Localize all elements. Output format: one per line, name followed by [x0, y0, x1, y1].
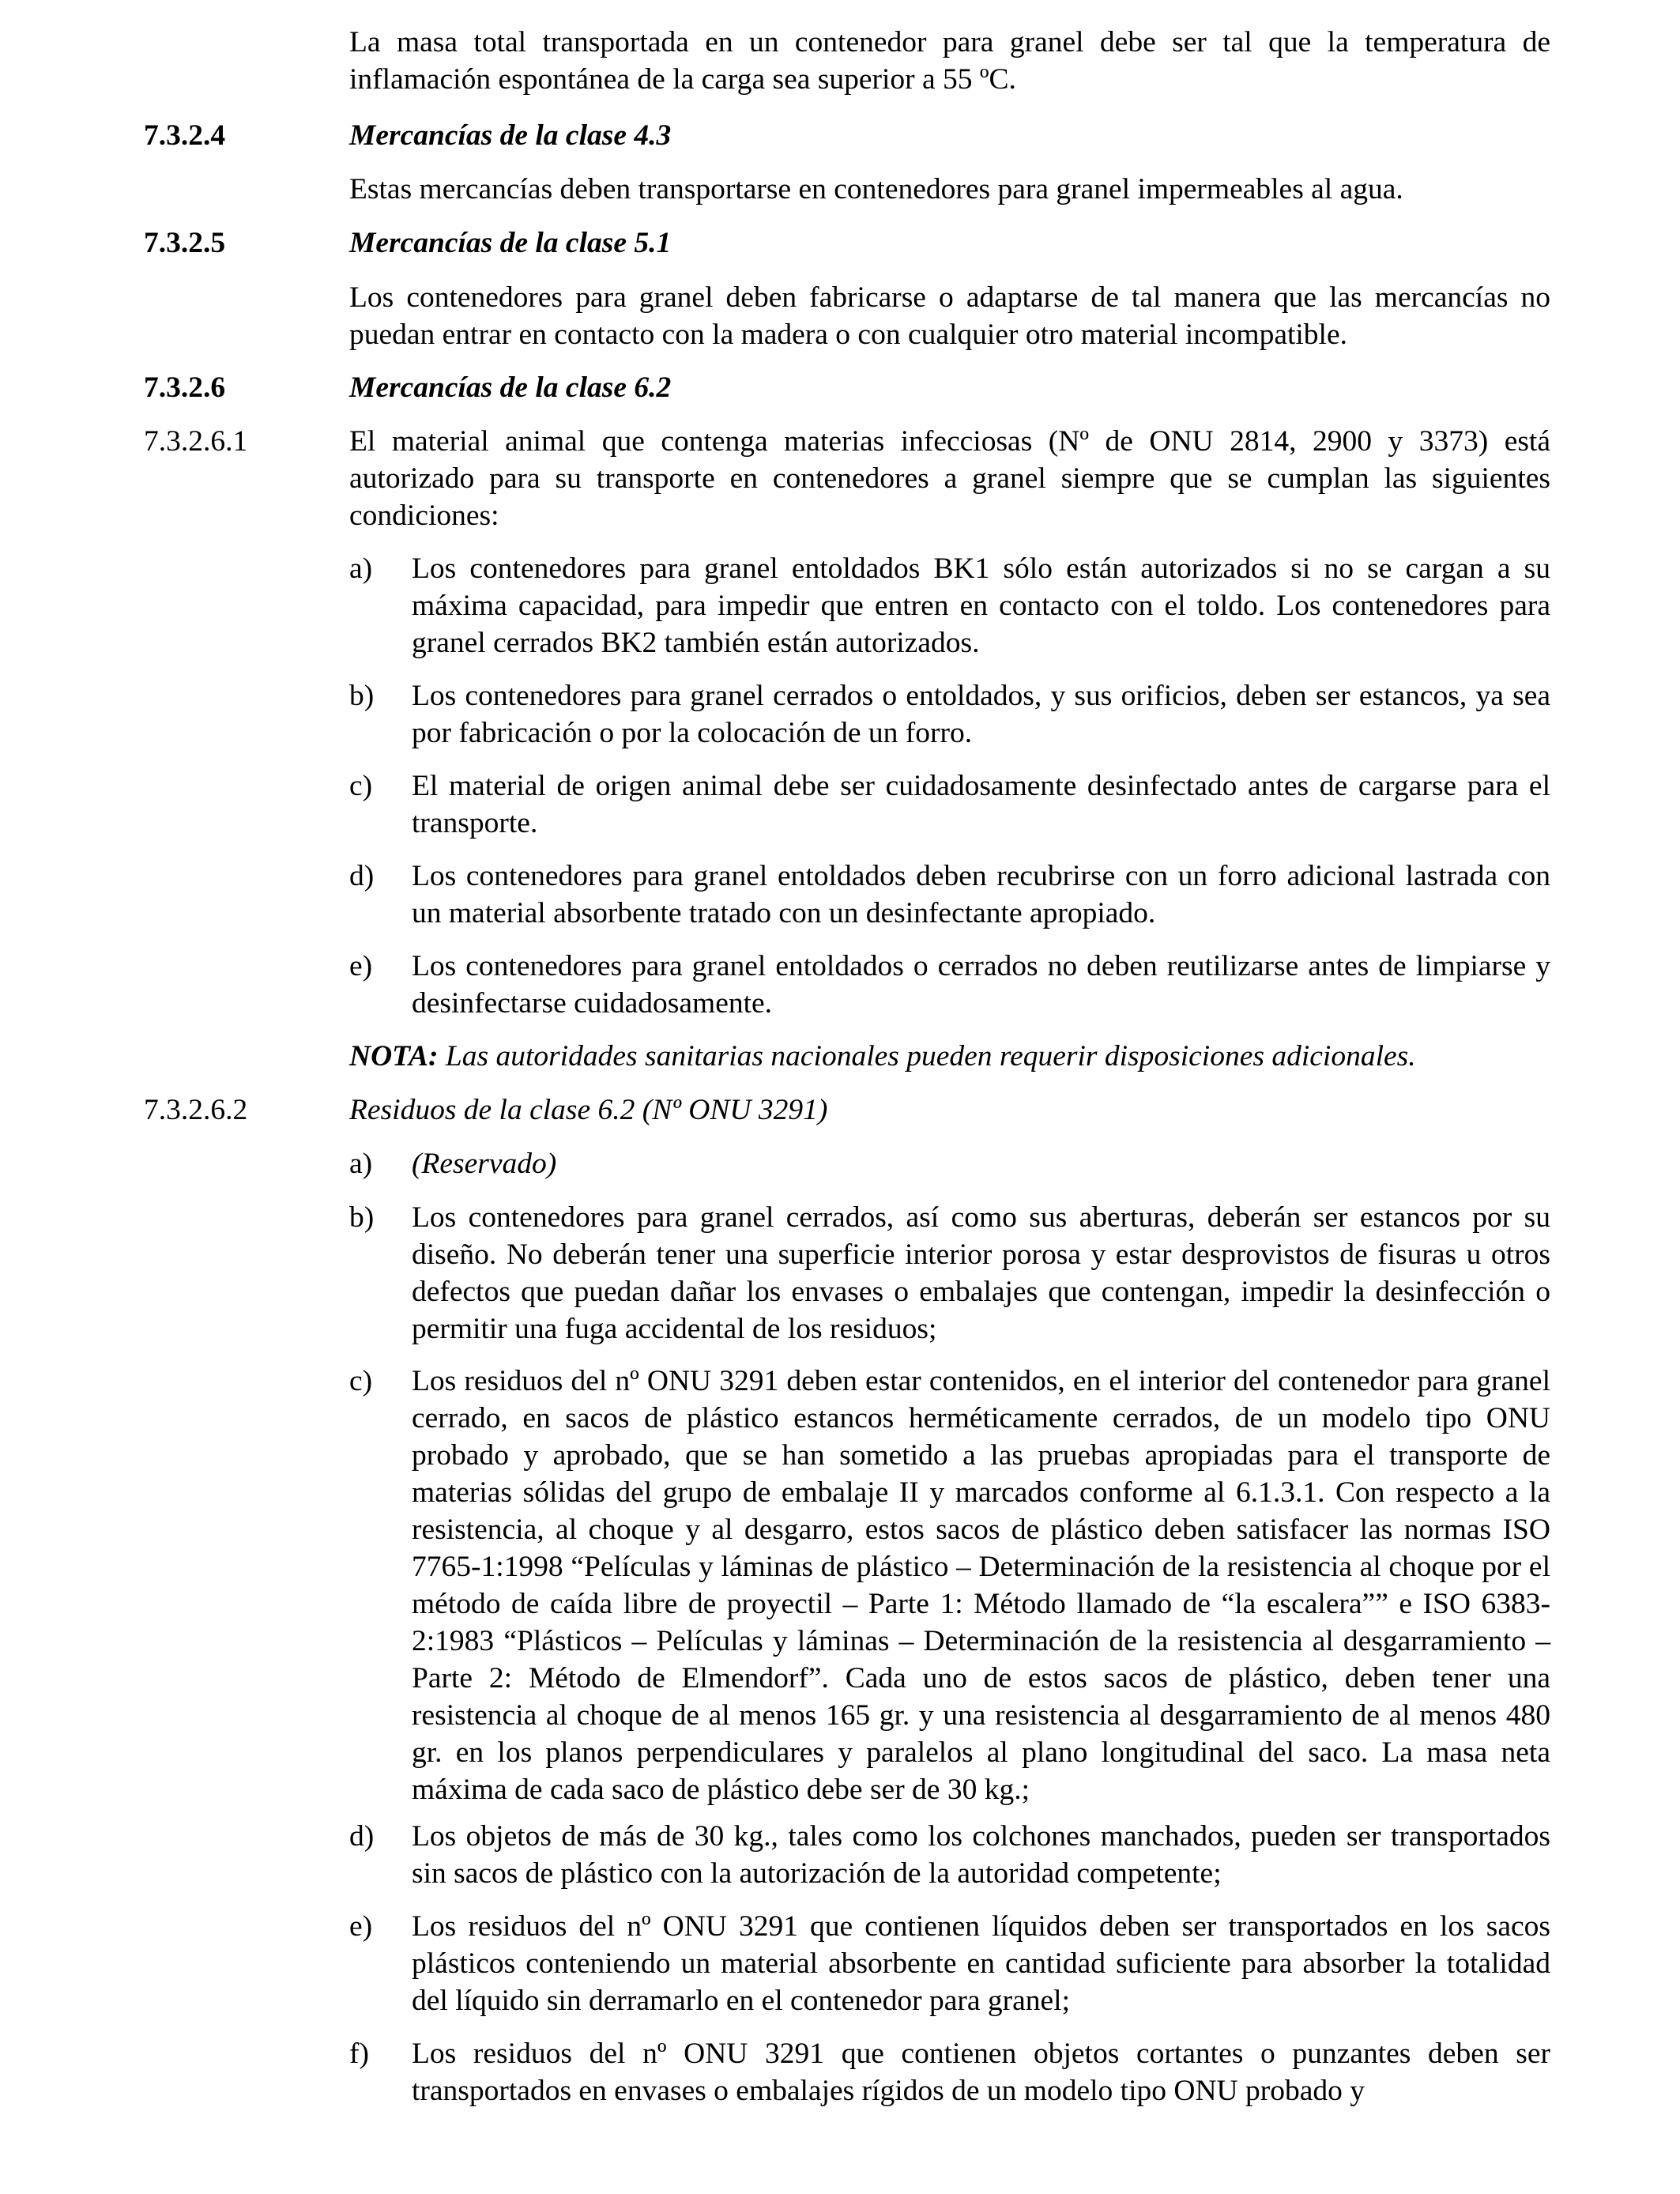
list-item-label: d) [349, 1820, 375, 1853]
list-item-label: e) [349, 950, 373, 982]
subsection-intro: El material animal que contenga materias infecciosas (Nº de ONU 2814, 2900 y 3373) está autorizado para su transporte en contenedores a granel siempre que se cumplan las siguientes condiciones: [349, 425, 1550, 532]
list-item-label: b) [349, 1201, 375, 1234]
section-title: Mercancías de la clase 4.3 [349, 119, 672, 152]
section-title: Mercancías de la clase 5.1 [349, 227, 672, 259]
list-item: Los contenedores para granel entoldados deben recubrirse con un forro adicional lastrada con un material absorbente tratado con un desinfectante apropiado. [412, 860, 1550, 929]
list-item-label: d) [349, 860, 375, 892]
section-number: 7.3.2.4 [144, 119, 226, 152]
list-item-label: f) [349, 2038, 369, 2070]
list-item: Los residuos del nº ONU 3291 deben estar contenidos, en el interior del contenedor para granel cerrado, en sacos de plástico estancos herméticamente cerrados, de un modelo tipo ONU probado y aprobado, que se han sometido a las pruebas apropiadas para el transporte de materias sólidas del grupo de embalaje II y marcados conforme al 6.1.3.1. Con respecto a la resistencia, al choque y al desgarro, estos sacos de plástico deben satisfacer las normas ISO 7765-1:1998 “Películas y láminas de plástico – Determinación de la resistencia al choque por el método de caída libre de proyectil – Parte 1: Método llamado de “la escalera”” e ISO 6383-2:1983 “Plásticos – Películas y láminas – Determinación de la resistencia al desgarramiento – Parte 2: Método de Elmendorf”. Cada uno de estos sacos de plástico, deben tener una resistencia al choque de al menos 165 gr. y una resistencia al desgarramiento de al menos 480 gr. en los planos perpendiculares y paralelos al plano longitudinal del saco. La masa neta máxima de cada saco de plástico debe ser de 30 kg.; [412, 1365, 1550, 1806]
list-item: El material de origen animal debe ser cuidadosamente desinfectado antes de cargarse para el transporte. [412, 770, 1550, 839]
section-number: 7.3.2.6 [144, 371, 226, 404]
section-body: Estas mercancías deben transportarse en contenedores para granel impermeables al agua. [349, 173, 1403, 205]
list-item-label: c) [349, 1365, 373, 1397]
list-item: Los contenedores para granel entoldados BK1 sólo están autorizados si no se cargan a su máxima capacidad, para impedir que entren en contacto con el toldo. Los contenedores para granel cerrados BK2 también están autorizados. [412, 552, 1550, 659]
note-text: Las autoridades sanitarias nacionales pueden requerir disposiciones adicionales. [445, 1040, 1416, 1072]
list-item-label: a) [349, 1148, 373, 1180]
list-item-label: e) [349, 1910, 373, 1943]
subsection-number: 7.3.2.6.1 [144, 425, 248, 458]
note [349, 1038, 1550, 1075]
note-label: NOTA: [349, 1040, 439, 1072]
subsection-number: 7.3.2.6.2 [144, 1094, 248, 1126]
list-item-label: a) [349, 552, 373, 585]
list-item-label: b) [349, 680, 375, 712]
intro-paragraph: La masa total transportada en un contenedor para granel debe ser tal que la temperatura de inflamación espontánea de la carga sea superior a 55 ºC. [349, 26, 1550, 96]
list-item: Los contenedores para granel entoldados o cerrados no deben reutilizarse antes de limpiarse y desinfectarse cuidadosamente. [412, 950, 1550, 1020]
list-item: (Reservado) [412, 1148, 557, 1180]
list-item: Los residuos del nº ONU 3291 que contienen objetos cortantes o punzantes deben ser transportados en envases o embalajes rígidos de un modelo tipo ONU probado y [412, 2038, 1550, 2107]
section-body: Los contenedores para granel deben fabricarse o adaptarse de tal manera que las mercancías no puedan entrar en contacto con la madera o con cualquier otro material incompatible. [349, 281, 1550, 351]
list-item: Los contenedores para granel cerrados o entoldados, y sus orificios, deben ser estancos, ya sea por fabricación o por la colocación de un forro. [412, 680, 1550, 749]
subsection-title: Residuos de la clase 6.2 (Nº ONU 3291) [349, 1094, 828, 1126]
list-item-label: c) [349, 770, 373, 802]
list-item: Los residuos del nº ONU 3291 que contienen líquidos deben ser transportados en los sacos plásticos conteniendo un material absorbente en cantidad suficiente para absorber la totalidad del líquido sin derramarlo en el contenedor para granel; [412, 1910, 1550, 2017]
section-title: Mercancías de la clase 6.2 [349, 371, 672, 404]
list-item: Los contenedores para granel cerrados, así como sus aberturas, deberán ser estancos por su diseño. No deberán tener una superficie interior porosa y estar desprovistos de fisuras u otros defectos que puedan dañar los envases o embalajes que contengan, impedir la desinfección o permitir una fuga accidental de los residuos; [412, 1201, 1550, 1345]
section-number: 7.3.2.5 [144, 227, 226, 259]
list-item: Los objetos de más de 30 kg., tales como los colchones manchados, pueden ser transportados sin sacos de plástico con la autorización de la autoridad competente; [412, 1820, 1550, 1890]
